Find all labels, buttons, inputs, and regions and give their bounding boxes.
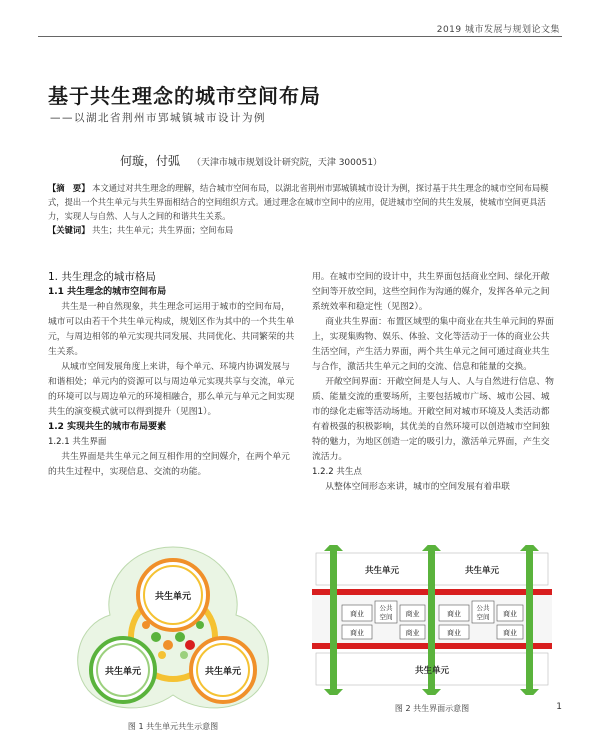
abstract-text: 本文通过对共生理念的理解，结合城市空间布局，以湖北省荆州市郢城镇城市设计为例，探讨基于共生理念的城市空间布局模式，提出一个共生单元与共生界面相结合的空间组织方式。通过理念在城市空间中的应用，促进城市空间的共生发展，使城市空间更具活力，实现人与自然、人与人之间的和谐共生关系。 <box>48 183 549 221</box>
abstract <box>48 181 554 223</box>
section-heading: 1. 共生理念的城市格局 <box>48 271 156 283</box>
abstract-block <box>48 181 554 237</box>
shop-label: 商业 <box>405 610 420 618</box>
shop-label: 商业 <box>447 629 461 637</box>
node <box>185 640 195 650</box>
node <box>142 621 150 629</box>
authors: 何璇，付弧 <box>120 154 181 168</box>
unit-label: 共生单元 <box>464 566 500 576</box>
space-label: 空间 <box>476 613 490 621</box>
affiliation: （天津市城市规划设计研究院，天津 300051） <box>191 158 383 168</box>
keywords-label: 【关键词】 <box>48 225 90 235</box>
abstract-label: 【摘 要】 <box>48 183 90 193</box>
public-label: 公共 <box>379 604 393 612</box>
paragraph: 共生是一种自然现象，共生理念可运用于城市的空间布局，城市可以由若干个共生单元构成，规划区作为其中的一个共生单元，与周边相邻的单元实现共同发展、共同优化、共同繁荣的共生关系。 <box>48 302 295 357</box>
subsubsection-heading: 1.2.2 共生点 <box>312 467 362 477</box>
public-label: 公共 <box>476 604 490 612</box>
paragraph: 共生界面是共生单元之间互相作用的空间媒介，在两个单元的共生过程中，实现信息、交流的功能。 <box>48 452 290 477</box>
paragraph: 商业共生界面：布置区域型的集中商业在共生单元间的界面上，实现集购物、娱乐、体验、文化等活动于一体的商业公共生活空间，产生活力界面，两个共生单元之间可通过商业共生与合作，激活共生单元之间的交流、信息和能量的交换。 <box>312 317 554 372</box>
node <box>151 632 161 642</box>
figure-1-diagram <box>68 545 278 715</box>
space-label: 空间 <box>379 613 393 621</box>
node <box>196 621 204 629</box>
journal-header: 2019 城市发展与规划论文集 <box>436 25 560 35</box>
unit-label-right: 共生单元 <box>204 667 242 677</box>
paragraph: 从城市空间发展角度上来讲，每个单元、环境内协调发展与和谐相处；单元内的资源可以与周边单元实现共享与交流，单元的环境可以与周边单元的环境相融合，那么单元与单元之间实现共生的演变模式就可以得到提升（见图1）。 <box>48 362 295 417</box>
node <box>175 632 185 642</box>
figure-1-caption: 图 1 共生单元共生示意图 <box>127 722 219 731</box>
figure-2 <box>312 545 552 715</box>
unit-label-top: 共生单元 <box>154 592 192 602</box>
shop-label: 商业 <box>503 610 517 618</box>
keywords-text: 共生；共生单元；共生界面；空间布局 <box>92 225 234 235</box>
green-corridor <box>330 547 337 693</box>
shop-label: 商业 <box>405 629 420 637</box>
figure-1 <box>68 545 278 731</box>
shop-label: 商业 <box>503 629 517 637</box>
figure-2-caption: 图 2 共生界面示意图 <box>394 704 470 713</box>
paper-subtitle: ——以湖北省荆州市郢城镇城市设计为例 <box>50 112 266 124</box>
page-number: 1 <box>556 702 562 712</box>
header-rule <box>38 36 562 37</box>
figure-2-diagram <box>312 545 552 695</box>
subsection-heading: 1.1 共生理念的城市空间布局 <box>48 287 167 297</box>
keywords <box>48 223 554 237</box>
unit-label: 共生单元 <box>414 666 450 676</box>
node <box>163 640 173 650</box>
node <box>180 651 188 659</box>
right-column <box>312 270 554 495</box>
shop-label: 商业 <box>447 610 461 618</box>
shop-label: 商业 <box>350 629 364 637</box>
left-column <box>48 270 298 480</box>
green-corridor <box>526 547 533 693</box>
paper-title: 基于共生理念的城市空间布局 <box>48 84 321 108</box>
unit-label: 共生单元 <box>364 566 400 576</box>
node <box>158 651 166 659</box>
paragraph: 从整体空间形态来讲，城市的空间发展有着串联 <box>325 482 510 492</box>
shop-label: 商业 <box>350 610 364 618</box>
author-line <box>120 152 382 169</box>
unit-label-left: 共生单元 <box>104 667 142 677</box>
paragraph: 开敞空间界面：开敞空间是人与人、人与自然进行信息、物质、能量交流的重要场所，主要包括城市广场、城市公园、城市的绿化走廊等活动场地。开敞空间对城市环境及人类活动都有着极强的积极影响，其优美的自然环境可以创造城市空间独特的魅力，为地区创造一定的吸引力，激活单元界面，产生交流活力。 <box>312 377 554 462</box>
subsection-heading: 1.2 实现共生的城市布局要素 <box>48 422 167 432</box>
subsubsection-heading: 1.2.1 共生界面 <box>48 437 107 447</box>
paragraph: 用。在城市空间的设计中，共生界面包括商业空间、绿化开敞空间等开放空间，这些空间作为沟通的媒介，发挥各单元之间系统效率和稳定性（见图2）。 <box>312 272 550 312</box>
